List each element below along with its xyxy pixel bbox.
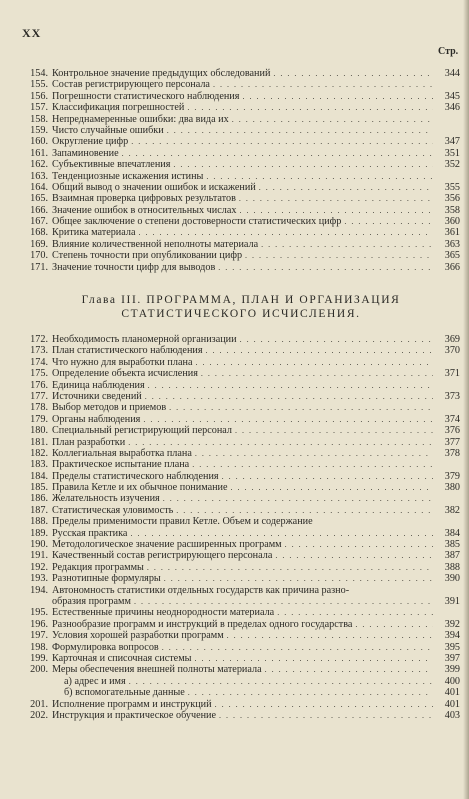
toc-leader-dots [162,642,433,653]
toc-entry [22,699,460,710]
toc-leader-dots [164,573,433,584]
toc-entry-page: 351 [444,147,460,159]
toc-entry [22,414,460,425]
toc-entry-title: Единица наблюдения [52,379,145,391]
toc-entry-number: 162. [30,159,48,171]
toc-entry-page: 385 [444,539,460,551]
toc-entry-title: Формулировка вопросов [52,641,159,653]
toc-entry-number: 182. [30,447,48,459]
toc-entry-number: 184. [30,470,48,482]
toc-leader-dots [147,562,433,573]
toc-entry [22,607,460,618]
toc-entry-page: 345 [444,90,460,102]
toc-entry-number: 155. [30,79,48,91]
toc-entry-page: 401 [444,687,460,699]
toc-leader-dots [129,676,433,687]
toc-leader-dots [130,528,433,539]
toc-entry-title: Разнотипные формуляры [52,573,161,585]
toc-entry-number: 197. [30,630,48,642]
toc-leader-dots [148,380,433,391]
toc-entry [22,528,460,539]
toc-entry-number: 166. [30,204,48,216]
toc-entry [22,114,460,125]
chapter-title-line-1: Глава III. ПРОГРАММА, ПЛАН И ОРГАНИЗАЦИЯ [81,294,401,306]
toc-entry-number: 193. [30,573,48,585]
toc-entry-title: Естественные причины неоднородности материала [52,607,275,619]
toc-leader-dots [275,550,433,561]
toc-entry [22,550,460,561]
toc-entry-number: 165. [30,193,48,205]
toc-section-2 [22,334,460,721]
toc-entry-title: Значение точности цифр для выводов [52,261,216,273]
toc-entry [22,125,460,136]
toc-leader-dots [176,505,433,516]
toc-entry [22,493,460,504]
toc-leader-dots [239,193,433,204]
toc-entry-page: 397 [444,652,460,664]
toc-leader-dots [145,391,433,402]
toc-entry [22,334,460,345]
toc-entry [22,227,460,238]
toc-entry [22,710,460,721]
toc-entry [22,539,460,550]
toc-entry-title: Специальный регистрирующий персонал [52,425,232,437]
toc-entry-title: Критика материала [52,227,136,239]
toc-entry-title: Карточная и списочная системы [52,652,192,664]
toc-leader-dots [231,482,433,493]
toc-leader-dots [235,425,433,436]
toc-entry-title: Пределы применимости правил Кетле. Объем и содержание [52,516,313,528]
toc-entry-title: Желательность изучения [52,493,160,505]
toc-entry-page: 352 [444,159,460,171]
toc-entry-title: Субъективные впечатления [52,159,171,171]
toc-entry-number: 191. [30,550,48,562]
toc-entry-page: 394 [444,630,460,642]
toc-entry-title: Русская практика [52,527,128,539]
toc-entry-number: 173. [30,345,48,357]
toc-entry-number: 192. [30,561,48,573]
toc-leader-dots [213,79,433,90]
toc-entry-title: а) адрес и имя [64,675,126,687]
toc-entry-number: 200. [30,664,48,676]
toc-leader-dots [134,596,433,607]
toc-entry-number: 175. [30,368,48,380]
toc-entry-number: 180. [30,425,48,437]
toc-entry-page: 360 [444,216,460,228]
chapter-heading [22,293,460,321]
toc-entry [22,459,460,470]
toc-entry-page: 377 [444,436,460,448]
toc-entry-number: 174. [30,356,48,368]
page-column-label: Стр. [438,46,459,57]
toc-entry-page: 369 [444,334,460,345]
toc-entry-page: 395 [444,641,460,653]
toc-entry-title: образия программ [52,595,131,607]
toc-entry [22,437,460,448]
toc-entry [22,79,460,90]
toc-entry [22,687,460,698]
toc-entry-title: Округление цифр [52,136,129,148]
toc-entry [22,573,460,584]
toc-entry [22,380,460,391]
toc-entry-number: 190. [30,539,48,551]
toc-entry-page: 355 [444,181,460,193]
toc-entry-number: 161. [30,147,48,159]
toc-leader-dots [192,459,433,470]
toc-entry-title: Выбор методов и приемов [52,402,167,414]
toc-entry [22,664,460,675]
toc-entry [22,642,460,653]
toc-entry-title: Коллегиальная выработка плана [52,447,192,459]
toc-entry-title: Источники сведений [52,390,142,402]
toc-entry-number: 178. [30,402,48,414]
toc-entry-page: 401 [444,698,460,710]
toc-entry-page: 366 [444,261,460,273]
toc-entry-number: 171. [30,261,48,273]
toc-leader-dots [128,437,433,448]
toc-entry-number: 156. [30,90,48,102]
toc-entry-page: 376 [444,425,460,437]
toc-entry [22,482,460,493]
toc-entry-title: Правила Кетле и их обычное понимание [52,482,228,494]
toc-leader-dots [195,653,434,664]
toc-entry-page: 380 [444,482,460,494]
toc-entry-number: 188. [30,516,48,528]
toc-entry [22,471,460,482]
toc-entry-page: 392 [444,618,460,630]
toc-entry [22,345,460,356]
toc-entry-number: 199. [30,652,48,664]
toc-entry-title: Запаминовение [52,147,119,159]
toc-entry-number: 187. [30,504,48,516]
toc-leader-dots [188,687,433,698]
toc-entry [22,148,460,159]
toc-leader-dots [163,493,433,504]
toc-entry-page: 384 [444,527,460,539]
page-edge-shadow [463,0,469,799]
toc-leader-dots [215,699,433,710]
toc-leader-dots [138,227,433,238]
toc-entry-title: Состав регистрирующего персонала [52,79,210,91]
toc-entry [22,357,460,368]
toc-entry-number: 157. [30,102,48,114]
toc-entry-title: Необходимость планомерной организации [52,334,237,345]
toc-entry-title: Меры обеспечения внешней полноты материала [52,664,262,676]
toc-leader-dots [222,471,433,482]
toc-entry-title: Влияние количественной неполноты материала [52,238,259,250]
toc-leader-dots [219,710,433,721]
page-number: XX [22,26,42,40]
toc-entry-number: 169. [30,238,48,250]
toc-section-1 [22,68,460,273]
toc-entry-title: Контрольное значение предыдущих обследований [52,68,271,79]
toc-entry [22,391,460,402]
chapter-title-line-2: СТАТИСТИЧЕСКОГО ИСЧИСЛЕНИЯ. [121,308,361,320]
toc-entry-number: 170. [30,250,48,262]
toc-entry [22,216,460,227]
toc-leader-dots [206,345,433,356]
toc-leader-dots [201,368,433,379]
toc-entry-title: Значение ошибок в относительных числах [52,204,237,216]
toc-entry-number: 198. [30,641,48,653]
toc-entry [22,159,460,170]
toc-entry-number: 167. [30,216,48,228]
toc-entry-title: Инструкция и практическое обучение [52,709,217,721]
toc-entry-page: 382 [444,504,460,516]
toc-entry-title: Практическое испытание плана [52,459,190,471]
toc-entry-title: Непреднамеренные ошибки: два вида их [52,113,229,125]
toc-entry [22,676,460,687]
toc-leader-dots [242,91,433,102]
toc-leader-dots [227,630,433,641]
toc-entry [22,262,460,273]
toc-entry-page: 361 [444,227,460,239]
toc-entry [22,402,460,413]
toc-entry [22,136,460,147]
toc-entry-number: 189. [30,527,48,539]
toc-entry-title: Автономность статистики отдельных государств как причина разно- [52,584,350,596]
toc-entry [22,68,460,79]
toc-entry-title: Методологическое значение расширенных программ [52,539,282,551]
toc-entry-page: 388 [444,561,460,573]
toc-entry-page: 347 [444,136,460,148]
toc-entry-number: 194. [30,584,48,596]
toc-entry-title: Разнообразие программ и инструкций в пределах одного государства [52,618,353,630]
toc-entry-title: Взаимная проверка цифровых результатов [52,193,236,205]
toc-leader-dots [218,262,433,273]
toc-entry-number: 185. [30,482,48,494]
toc-entry [22,193,460,204]
toc-entry-title: Общий вывод о значении ошибок и искажений [52,181,256,193]
toc-entry [22,91,460,102]
toc-entry-title: Редакция программы [52,561,144,573]
toc-entry-title: Исполнение программ и инструкций [52,698,212,710]
toc-leader-dots [169,402,433,413]
toc-entry [22,448,460,459]
toc-leader-dots [240,334,433,345]
toc-entry-page: 399 [444,664,460,676]
toc-entry-page: 370 [444,345,460,357]
toc-entry-title: Определение объекта исчисления [52,368,198,380]
toc-entry-number: 202. [30,709,48,721]
toc-entry-number: 186. [30,493,48,505]
toc-leader-dots [259,182,433,193]
toc-entry-page: 344 [444,68,460,79]
toc-leader-dots [285,539,433,550]
toc-entry [22,182,460,193]
toc-leader-dots [187,102,433,113]
toc-entry [22,505,460,516]
toc-entry-page: 400 [444,675,460,687]
toc-entry-number: 172. [30,334,48,345]
toc-entry-number: 177. [30,390,48,402]
toc-entry [22,205,460,216]
toc-leader-dots [261,239,433,250]
toc-leader-dots [167,125,433,136]
toc-entry-page: 363 [444,238,460,250]
toc-entry-number: 154. [30,68,48,79]
toc-entry-number: 201. [30,698,48,710]
toc-entry-title: Условия хорошей разработки программ [52,630,224,642]
toc-entry-title: План статистического наблюдения [52,345,203,357]
toc-entry-page: 387 [444,550,460,562]
toc-leader-dots [265,664,433,675]
toc-entry-number: 179. [30,413,48,425]
toc-entry-title: План разработки [52,436,126,448]
toc-entry-title: б) вспомогательные данные [64,687,185,699]
toc-entry [22,653,460,664]
toc-leader-dots [355,619,433,630]
toc-entry-page: 378 [444,447,460,459]
toc-entry-page: 391 [444,595,460,607]
toc-leader-dots [131,136,433,147]
toc-leader-dots [122,148,433,159]
toc-leader-dots [195,357,433,368]
toc-entry-title: Тенденциозные искажения истины [52,170,204,182]
toc-entry [22,368,460,379]
toc-entry [22,171,460,182]
toc-entry [22,630,460,641]
toc-entry-title: Чисто случайные ошибки [52,124,164,136]
toc-entry-page: 371 [444,368,460,380]
toc-entry-title: Погрешности статистического наблюдения [52,90,240,102]
toc-entry-page: 390 [444,573,460,585]
toc-leader-dots [344,216,433,227]
toc-entry-title: Классификация погрешностей [52,102,185,114]
toc-entry-number: 163. [30,170,48,182]
toc-entry-number: 158. [30,113,48,125]
toc-entry-page: 358 [444,204,460,216]
toc-leader-dots [232,114,433,125]
toc-entry-number: 168. [30,227,48,239]
toc-entry-page: 403 [444,709,460,721]
toc-entry-number: 159. [30,124,48,136]
toc-entry-title: Статистическая уловимость [52,504,174,516]
toc-entry-number: 164. [30,181,48,193]
toc-leader-dots [245,250,433,261]
toc-entry [22,562,460,573]
toc-leader-dots [239,205,433,216]
toc-entry-page: 379 [444,470,460,482]
toc-leader-dots [143,414,433,425]
toc-entry-page: 356 [444,193,460,205]
toc-entry-page: 373 [444,390,460,402]
toc-entry-title: Пределы статистического наблюдения [52,470,219,482]
toc-entry [22,239,460,250]
toc-entry-number: 183. [30,459,48,471]
toc-entry [22,585,460,596]
toc-entry-page: 365 [444,250,460,262]
toc-entry-number: 196. [30,618,48,630]
toc-entry-page: 374 [444,413,460,425]
toc-entry [22,102,460,113]
toc-leader-dots [195,448,433,459]
toc-entry [22,425,460,436]
toc-entry-number: 181. [30,436,48,448]
toc-entry-title: Органы наблюдения [52,413,141,425]
toc-entry [22,516,460,527]
toc-entry-page: 346 [444,102,460,114]
toc-leader-dots [173,159,433,170]
toc-entry-title: Что нужно для выработки плана [52,356,193,368]
toc-leader-dots [206,171,433,182]
toc-leader-dots [277,607,433,618]
toc-leader-dots [273,68,433,79]
toc-entry-number: 176. [30,379,48,391]
toc-entry-title: Степень точности при опубликовании цифр [52,250,243,262]
toc-entry-title: Качественный состав регистрирующего персонала [52,550,273,562]
toc-entry [22,250,460,261]
toc-entry-title: Общее заключение о степени достоверности статистических цифр [52,216,342,228]
toc-entry [22,619,460,630]
toc-entry [22,596,460,607]
toc-entry-number: 160. [30,136,48,148]
toc-entry-number: 195. [30,607,48,619]
